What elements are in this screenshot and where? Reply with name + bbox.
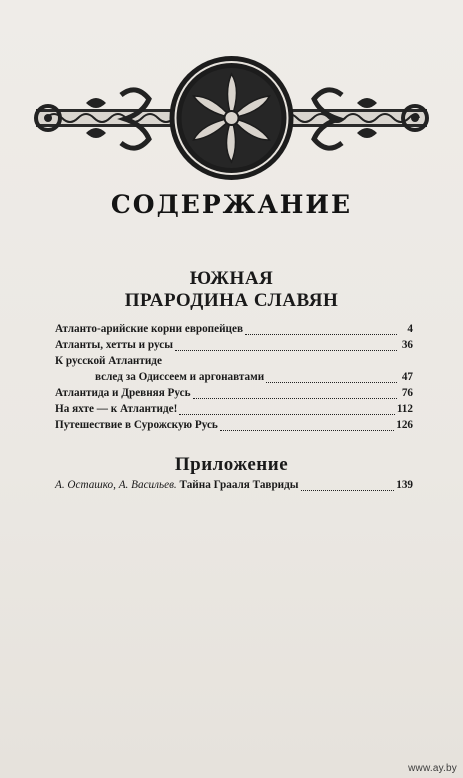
- toc-entry-continuation[interactable]: [55, 371, 413, 387]
- watermark: www.ay.by: [408, 763, 457, 774]
- appendix-entry[interactable]: [55, 479, 413, 495]
- toc-entry-label: вслед за Одиссеем и аргонавтами: [95, 371, 265, 383]
- appendix-work-title: Тайна Грааля Тавриды: [179, 479, 299, 491]
- toc-leader-dots: [301, 482, 395, 491]
- toc-leader-dots: [266, 374, 397, 383]
- toc-entry[interactable]: [55, 339, 413, 355]
- appendix-list: [55, 479, 413, 495]
- ornament-medallion: [170, 56, 294, 180]
- toc-leader-dots: [179, 406, 395, 415]
- appendix-authors: А. Осташко, А. Васильев.: [55, 479, 177, 491]
- appendix-entry-label: [55, 479, 299, 491]
- toc-entry-label: Атланты, хетты и русы: [55, 339, 173, 351]
- table-of-contents: [55, 323, 413, 435]
- toc-leader-dots: [245, 326, 397, 335]
- toc-entry[interactable]: [55, 387, 413, 403]
- toc-entry[interactable]: [55, 419, 413, 435]
- toc-entry[interactable]: [55, 403, 413, 419]
- toc-entry-label: На яхте — к Атлантиде!: [55, 403, 178, 415]
- toc-entry[interactable]: [55, 355, 413, 371]
- toc-entry-page: 76: [401, 387, 413, 399]
- toc-entry-page: 47: [401, 371, 413, 383]
- page-title: СОДЕРЖАНИЕ: [110, 190, 353, 219]
- toc-leader-dots: [220, 422, 394, 431]
- toc-entry-label: Атлантида и Древняя Русь: [55, 387, 191, 399]
- appendix-heading: Приложение: [174, 454, 289, 475]
- toc-entry-label: Атланто-арийские корни европейцев: [55, 323, 243, 335]
- toc-entry-page: 4: [407, 323, 413, 335]
- appendix-entry-page: 139: [396, 479, 413, 491]
- toc-entry[interactable]: [55, 323, 413, 339]
- slavic-ornament-header: [26, 55, 437, 185]
- toc-entry-label: Путешествие в Сурожскую Русь: [55, 419, 218, 431]
- section-title-line1: ЮЖНАЯ: [189, 268, 274, 289]
- toc-entry-page: 112: [396, 403, 413, 415]
- toc-leader-dots: [193, 390, 397, 399]
- section-title-line2: ПРАРОДИНА СЛАВЯН: [124, 290, 339, 311]
- toc-entry-page: 126: [396, 419, 413, 431]
- toc-entry-page: 36: [401, 339, 413, 351]
- toc-entry-label: К русской Атлантиде: [55, 355, 162, 367]
- toc-leader-dots: [175, 342, 397, 351]
